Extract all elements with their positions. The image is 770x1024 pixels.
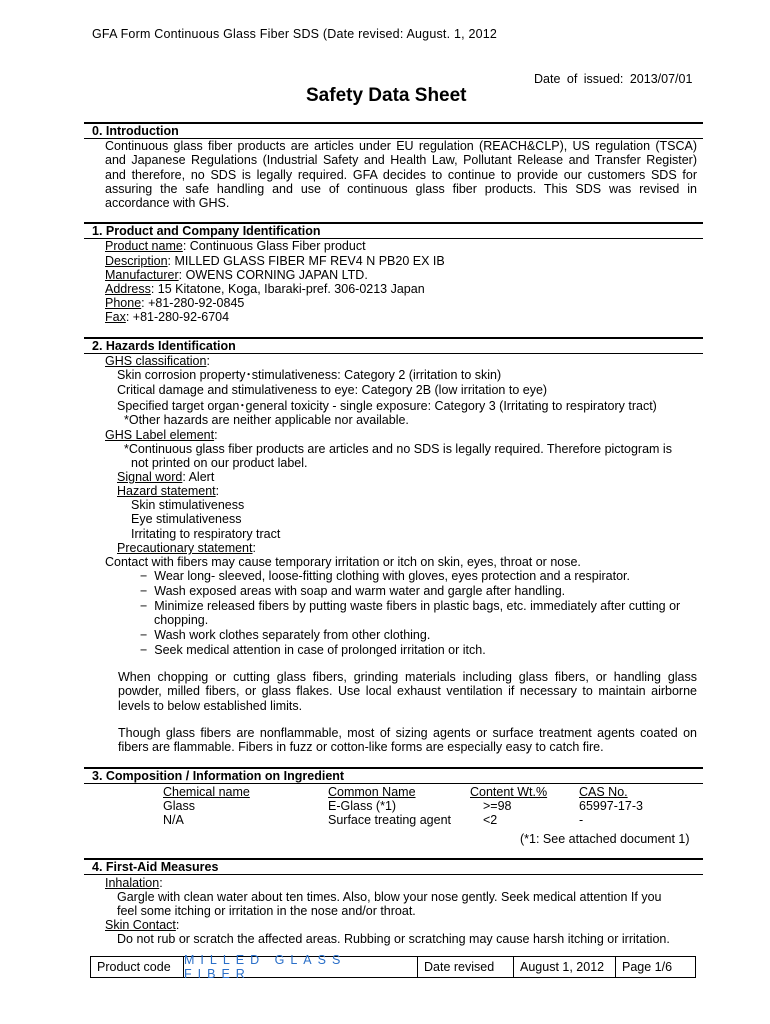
section-0-title: 0. Introduction [92, 124, 179, 138]
bullet-item [140, 584, 565, 598]
table-cell: Glass [163, 799, 195, 813]
classification-item: Specified target organ･general toxicity - single exposure: Category 3 (Irritating to respiratory tract) [117, 399, 657, 413]
ghs-label-heading [105, 428, 218, 442]
colon: : [252, 541, 256, 555]
page-title: Safety Data Sheet [306, 85, 467, 106]
classification-item: Critical damage and stimulativeness to eye: Category 2B (low irritation to eye) [117, 383, 548, 397]
section-3-title: 3. Composition / Information on Ingredient [92, 769, 345, 783]
bullet-text: Wash exposed areas with soap and warm water and gargle after handling. [154, 584, 566, 598]
inhalation-text: feel some itching or irritation in the nose and/or throat. [117, 904, 416, 918]
dash-icon: − [140, 584, 148, 598]
section-divider-thin [84, 783, 703, 784]
colon: : [159, 876, 163, 890]
contact-warning: Contact with fibers may cause temporary irritation or itch on skin, eyes, throat or nose. [105, 555, 581, 569]
description-label: Description [105, 254, 168, 268]
description-value: : MILLED GLASS FIBER MF REV4 N PB20 EX IB [167, 254, 445, 268]
product-name-value: : Continuous Glass Fiber product [182, 239, 366, 253]
inhalation-text: Gargle with clean water about ten times. Also, blow your nose gently. Seek medical attention If you [117, 890, 662, 904]
table-cell: >=98 [483, 799, 512, 813]
manufacturer-row [105, 268, 368, 282]
inhalation-heading [105, 876, 163, 890]
column-header-content: Content Wt.% [470, 785, 548, 799]
section-2-title: 2. Hazards Identification [92, 339, 236, 353]
fax-label: Fax [105, 310, 126, 324]
section-divider-thin [84, 874, 703, 875]
classification-item: Skin corrosion property･stimulativeness: Category 2 (irritation to skin) [117, 368, 502, 382]
table-cell: - [579, 813, 584, 827]
column-header-chemical: Chemical name [163, 785, 250, 799]
bullet-text: Minimize released fibers by putting waste fibers in plastic bags, etc. immediately after cutting or [154, 599, 681, 613]
section-4-title: 4. First-Aid Measures [92, 860, 219, 874]
section-1-title: 1. Product and Company Identification [92, 224, 321, 238]
footer-code-value: MILLED GLASS FIBER [184, 953, 347, 981]
colon: : [175, 918, 180, 932]
dash-icon: − [140, 628, 148, 642]
ghs-classification-heading [105, 354, 210, 368]
bullet-text-continued: chopping. [154, 613, 209, 627]
colon: : [214, 428, 218, 442]
hazard-item: Skin stimulativeness [131, 498, 245, 512]
address-label: Address [105, 282, 151, 296]
footer-revised-label: Date revised [418, 957, 514, 977]
bullet-text: Wear long- sleeved, loose-fitting clothing with gloves, eyes protection and a respirator. [154, 569, 630, 583]
footer-revised-value: August 1, 2012 [514, 957, 616, 977]
address-row [105, 282, 425, 296]
table-cell: <2 [483, 813, 498, 827]
column-header-common: Common Name [328, 785, 416, 799]
phone-row [105, 296, 244, 310]
fax-value: : +81-280-92-6704 [125, 310, 230, 324]
phone-value: : +81-280-92-0845 [141, 296, 245, 310]
manufacturer-value: : OWENS CORNING JAPAN LTD. [178, 268, 368, 282]
hazard-statement-heading [117, 484, 219, 498]
bullet-item [140, 628, 430, 642]
table-cell: Surface treating agent [328, 813, 451, 827]
precautionary-label: Precautionary statement [117, 541, 253, 555]
skin-contact-text: Do not rub or scratch the affected areas. Rubbing or scratching may cause harsh itching or irritation. [117, 932, 670, 946]
ventilation-paragraph: When chopping or cutting glass fibers, grinding materials including glass fibers, or handling glass powder, milled fibers, or glass flakes. Use local exhaust ventilation if necessary to maintain airborne levels to below established limits. [118, 670, 697, 713]
skin-contact-label: Skin Contact [105, 918, 176, 932]
address-value: : 15 Kitatone, Koga, Ibaraki-pref. 306-0213 Japan [150, 282, 425, 296]
footer-page: Page 1/6 [622, 960, 673, 974]
dash-icon: − [140, 569, 148, 583]
ghs-classification-label: GHS classification [105, 354, 207, 368]
bullet-item [140, 643, 486, 657]
bullet-text: Wash work clothes separately from other clothing. [154, 628, 431, 642]
ghs-label-element-label: GHS Label element [105, 428, 215, 442]
skin-contact-heading [105, 918, 179, 932]
hazard-item: Irritating to respiratory tract [131, 527, 281, 541]
table-cell: N/A [163, 813, 184, 827]
dash-icon: − [140, 643, 148, 657]
signal-word-row [117, 470, 214, 484]
hazard-statement-label: Hazard statement [117, 484, 216, 498]
table-cell: 65997-17-3 [579, 799, 643, 813]
colon: : [206, 354, 210, 368]
fax-row [105, 310, 229, 324]
flammability-paragraph: Though glass fibers are nonflammable, most of sizing agents or surface treatment agents coated on fibers are flammable. Fibers in fuzz or cotton-like forms are especially easy to catch fire. [118, 726, 697, 755]
bullet-item [140, 599, 680, 613]
description-row [105, 254, 445, 268]
inhalation-label: Inhalation [105, 876, 160, 890]
signal-word-value: : Alert [182, 470, 215, 484]
footer-code-label: Product code [91, 957, 184, 977]
document-form-title: GFA Form Continuous Glass Fiber SDS (Date revised: August. 1, 2012 [92, 27, 498, 41]
section-0-text: Continuous glass fiber products are articles under EU regulation (REACH&CLP), US regulation (TSCA) and Japanese Regulations (Industrial Safety and Health Law, Pollutant Release and Transfer Register) and therefore, no SDS is legally required. GFA decides to continue to provide our customers SDS for assuring the safe handling and use of continuous glass fiber products. This SDS was revised in accordance with GHS. [105, 139, 697, 211]
phone-label: Phone [105, 296, 142, 310]
label-note-line: *Continuous glass fiber products are articles and no SDS is legally required. Therefore pictogram is [124, 442, 672, 456]
bullet-text: Seek medical attention in case of prolonged irritation or itch. [154, 643, 486, 657]
colon: : [215, 484, 220, 498]
footer-code-value-cell [184, 953, 418, 981]
product-name-label: Product name [105, 239, 183, 253]
label-note-line: not printed on our product label. [131, 456, 308, 470]
date-issued: Date of issued: 2013/07/01 [534, 72, 693, 86]
dash-icon: − [140, 599, 148, 613]
table-footnote: (*1: See attached document 1) [520, 832, 690, 846]
bullet-item [140, 569, 630, 583]
footer-table [90, 953, 696, 981]
signal-word-label: Signal word [117, 470, 183, 484]
precautionary-heading [117, 541, 256, 555]
classification-note: *Other hazards are neither applicable nor available. [124, 413, 409, 427]
hazard-item: Eye stimulativeness [131, 512, 242, 526]
column-header-cas: CAS No. [579, 785, 628, 799]
table-cell: E-Glass (*1) [328, 799, 397, 813]
manufacturer-label: Manufacturer [105, 268, 179, 282]
product-name-row [105, 239, 366, 253]
